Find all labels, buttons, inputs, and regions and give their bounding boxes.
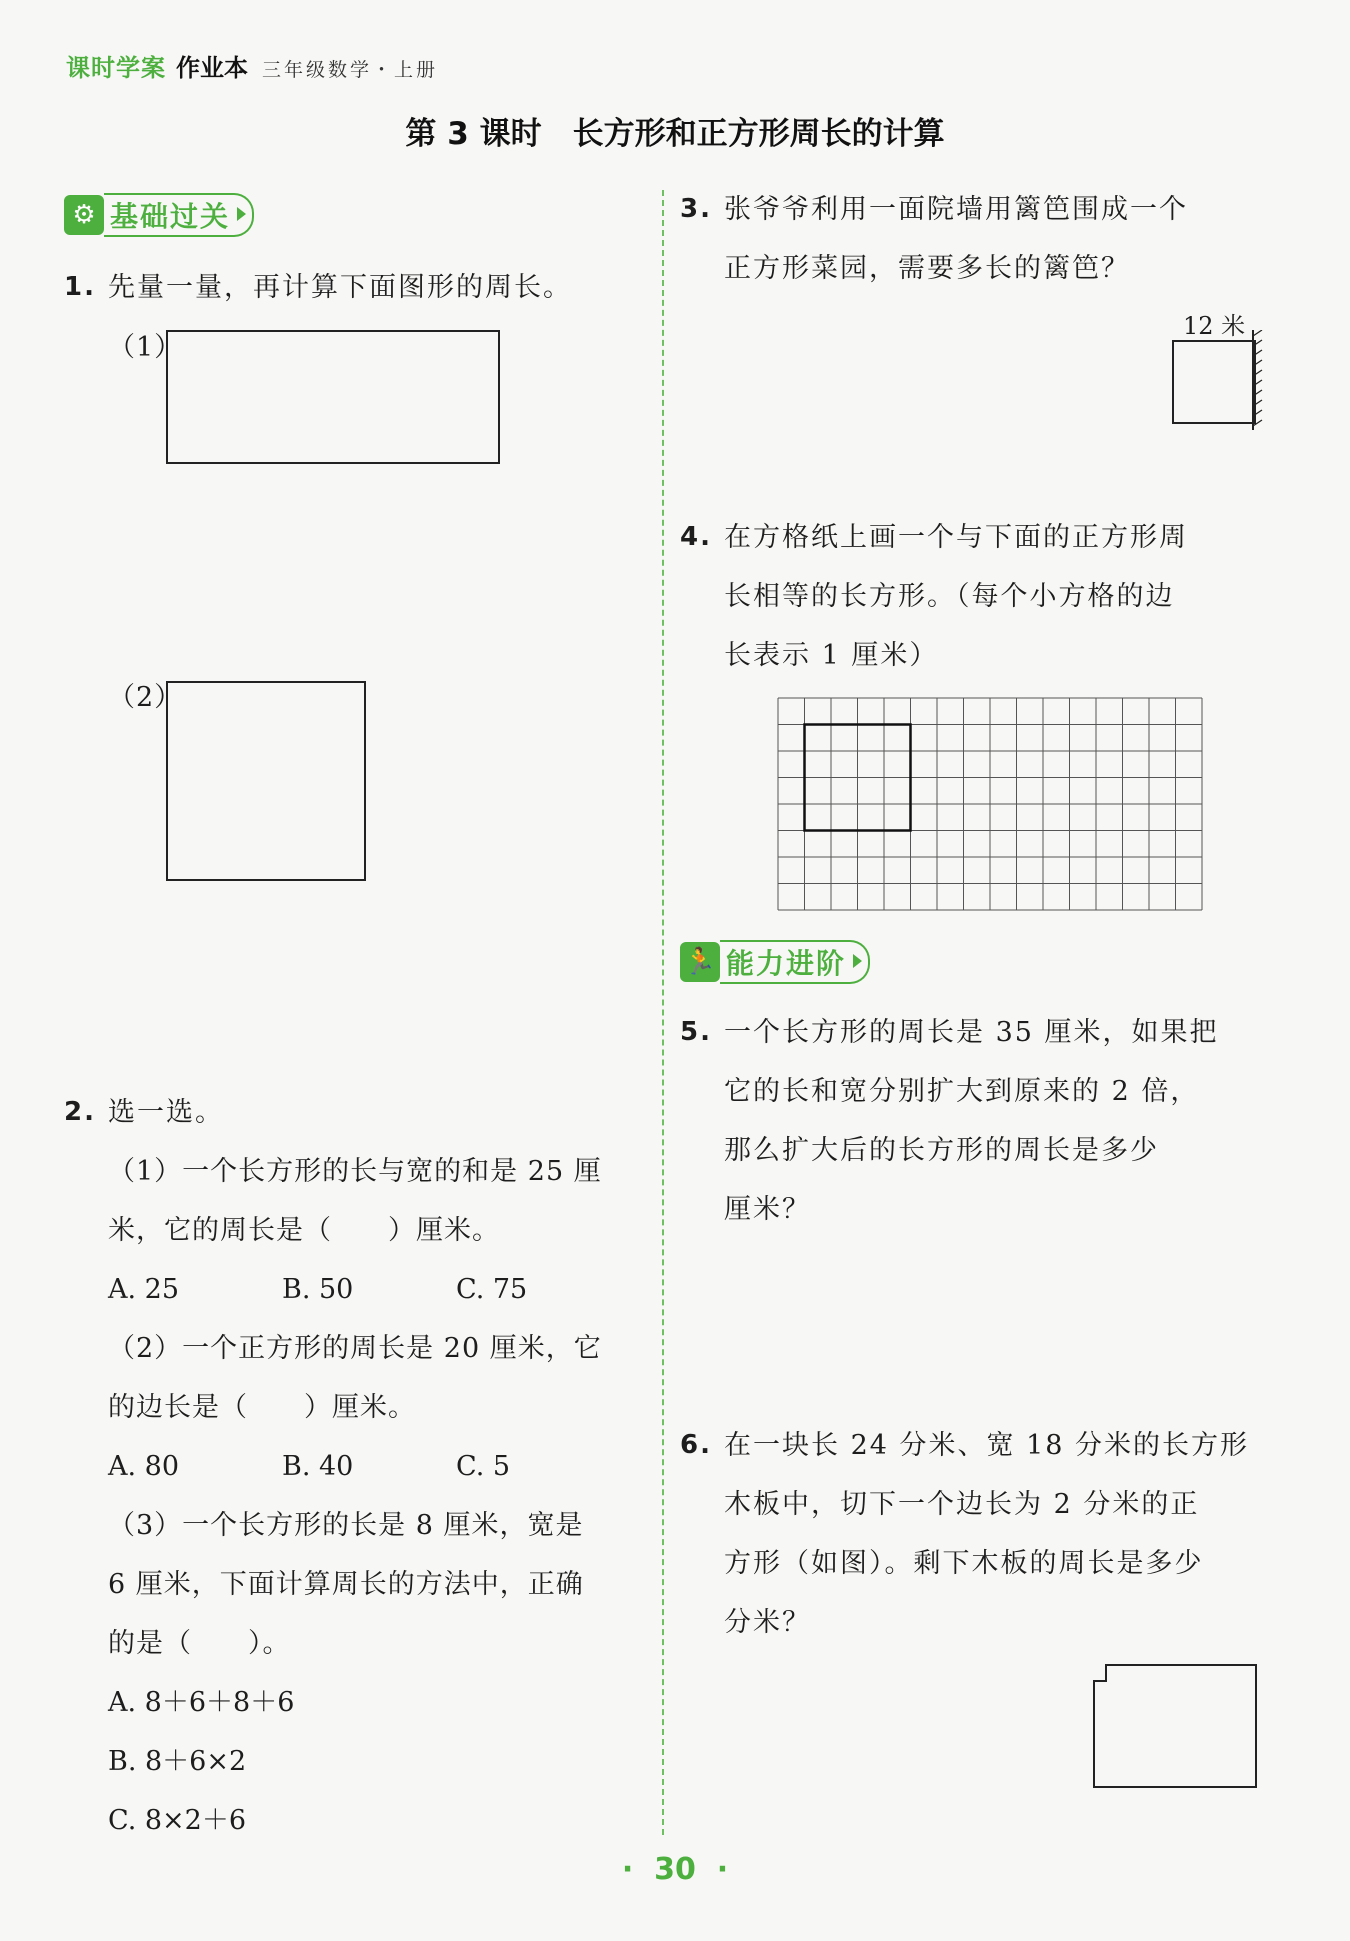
brand-workbook: 作业本 — [176, 54, 248, 82]
question-text: 它的长和宽分别扩大到原来的 2 倍， — [724, 1076, 1200, 1107]
question-text: 长表示 1 厘米） — [724, 640, 939, 671]
section-badge-advanced — [680, 940, 870, 984]
section-basic-label: 基础过关 — [110, 200, 231, 233]
part-text: 6 厘米，下面计算周长的方法中，正确 — [108, 1569, 584, 1600]
triangle-arrow-icon — [237, 207, 246, 221]
options — [108, 1260, 602, 1319]
question-text: 方形（如图）。剩下木板的周长是多少 — [724, 1548, 1204, 1579]
question-3 — [680, 180, 1188, 298]
option-b: B. 8＋6×2 — [108, 1746, 247, 1777]
question-2 — [64, 1083, 224, 1142]
column-divider — [662, 190, 664, 1835]
question-4 — [680, 508, 1188, 685]
question-text: 选一选。 — [108, 1097, 224, 1128]
question-2-part-2 — [108, 1319, 602, 1496]
option-b: B. 40 — [282, 1451, 354, 1482]
question-text: 一个长方形的周长是 35 厘米，如果把 — [724, 1017, 1219, 1048]
brand-header — [66, 48, 438, 83]
triangle-arrow-icon — [853, 954, 862, 968]
question-text: 分米？ — [724, 1607, 811, 1638]
part-text: （1）一个长方形的长与宽的和是 25 厘 — [108, 1156, 602, 1187]
option-a: A. 80 — [108, 1451, 180, 1482]
square-figure — [166, 681, 366, 881]
part-text: 米，它的周长是（ ）厘米。 — [108, 1215, 500, 1246]
question-text: 厘米？ — [724, 1194, 811, 1225]
part-text: （2）一个正方形的周长是 20 厘米，它 — [108, 1333, 602, 1364]
question-text: 在方格纸上画一个与下面的正方形周 — [724, 522, 1188, 553]
option-c: C. 5 — [456, 1451, 511, 1482]
part-text: （3）一个长方形的长是 8 厘米，宽是 — [108, 1510, 584, 1541]
option-c: C. 8×2＋6 — [108, 1805, 247, 1836]
question-6 — [680, 1416, 1250, 1652]
section-badge-basic — [64, 193, 254, 237]
brand-name: 课时学案 — [66, 54, 166, 82]
question-text: 在一块长 24 分米、宽 18 分米的长方形 — [724, 1430, 1250, 1461]
question-text: 长相等的长方形。（每个小方格的边 — [724, 581, 1175, 612]
question-5 — [680, 1003, 1219, 1239]
question-text: 先量一量，再计算下面图形的周长。 — [108, 272, 572, 303]
gear-icon: ⚙ — [64, 195, 104, 235]
question-number: 1. — [64, 272, 96, 302]
grade-label: 三年级数学・上册 — [262, 59, 439, 81]
garden-square-figure — [1172, 340, 1256, 424]
question-text: 那么扩大后的长方形的周长是多少 — [724, 1135, 1159, 1166]
wall-length-label: 12 米 — [1183, 312, 1246, 340]
lesson-title: 第 3 课时 长方形和正方形周长的计算 — [405, 116, 945, 152]
question-2-part-1 — [108, 1142, 602, 1319]
question-number: 6. — [680, 1430, 712, 1460]
option-b: B. 50 — [282, 1274, 354, 1305]
question-number: 3. — [680, 194, 712, 224]
wall-hatch-icon — [1250, 330, 1264, 430]
question-number: 4. — [680, 522, 712, 552]
rectangle-figure — [166, 330, 500, 464]
options — [108, 1437, 602, 1496]
question-number: 2. — [64, 1097, 96, 1127]
part-text: 的边长是（ ）厘米。 — [108, 1392, 416, 1423]
question-text: 张爷爷利用一面院墙用篱笆围成一个 — [724, 194, 1188, 225]
running-icon: 🏃 — [680, 942, 720, 982]
grid-paper[interactable] — [776, 696, 1206, 912]
question-1 — [64, 258, 572, 317]
question-2-part-3 — [108, 1496, 584, 1850]
figure-2-label: （2） — [108, 682, 183, 713]
option-a: A. 8＋6＋8＋6 — [108, 1687, 295, 1718]
page-number: · 30 · — [621, 1852, 729, 1887]
cut-board-figure — [1090, 1663, 1260, 1793]
section-advanced-label: 能力进阶 — [726, 947, 847, 980]
question-text: 木板中，切下一个边长为 2 分米的正 — [724, 1489, 1200, 1520]
question-number: 5. — [680, 1017, 712, 1047]
option-a: A. 25 — [108, 1274, 180, 1305]
part-text: 的是（ ）。 — [108, 1628, 291, 1659]
figure-1-label: （1） — [108, 332, 183, 363]
option-c: C. 75 — [456, 1274, 528, 1305]
question-text: 正方形菜园，需要多长的篱笆？ — [724, 253, 1130, 284]
